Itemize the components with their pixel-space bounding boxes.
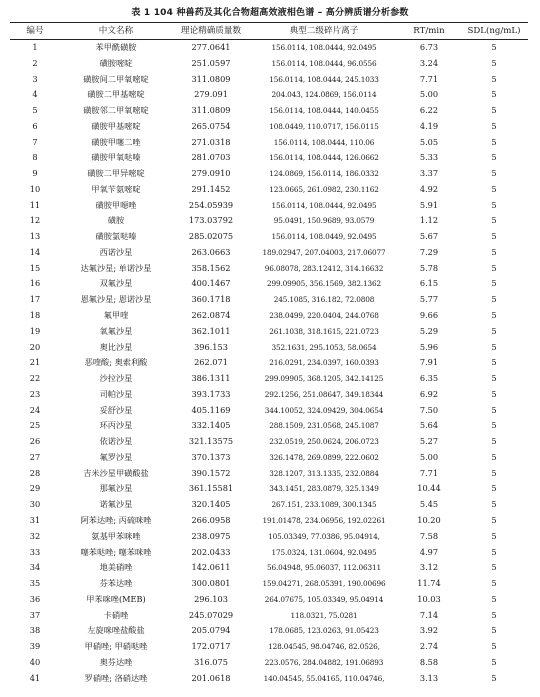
cell-rt: 6.92 <box>419 388 439 399</box>
cell-index: 27 <box>29 451 41 462</box>
cell-rt: 7.50 <box>419 404 439 415</box>
cell-exact-mass: 361.15581 <box>188 483 234 494</box>
cell-sdl: 5 <box>491 183 497 194</box>
cell-sdl: 5 <box>491 672 497 683</box>
cell-sdl: 5 <box>491 262 497 273</box>
cell-sdl: 5 <box>491 73 497 84</box>
table-row <box>10 545 528 561</box>
cell-fragment-ions: 189.02947, 207.04003, 217.06077 <box>262 247 386 257</box>
cell-fragment-ions: 159.04271, 268.05391, 190.00696 <box>262 579 386 589</box>
table-row <box>10 576 528 592</box>
cell-sdl: 5 <box>491 436 497 447</box>
cell-exact-mass: 254.05939 <box>188 199 234 210</box>
cell-exact-mass: 360.1718 <box>191 294 231 305</box>
cell-sdl: 5 <box>491 388 497 399</box>
table-body <box>10 40 528 686</box>
cell-index: 24 <box>29 404 41 415</box>
table-row <box>10 513 528 529</box>
cell-fragment-ions: 105.03349, 77.0386, 95.04914, <box>268 531 380 541</box>
cell-rt: 3.37 <box>419 168 439 179</box>
cell-name: 磺胺甲噻二唑 <box>91 136 141 147</box>
cell-sdl: 5 <box>491 57 497 68</box>
cell-index: 13 <box>29 231 41 242</box>
cell-rt: 4.97 <box>419 546 439 557</box>
table-row <box>10 182 528 198</box>
cell-rt: 2.74 <box>419 641 439 652</box>
cell-sdl: 5 <box>491 593 497 604</box>
cell-exact-mass: 386.1311 <box>191 373 231 384</box>
table-row <box>10 72 528 88</box>
cell-name: 氟罗沙星 <box>99 451 133 462</box>
cell-sdl: 5 <box>491 199 497 210</box>
cell-fragment-ions: 156.0114, 108.0444, 245.1033 <box>269 74 379 84</box>
cell-exact-mass: 142.0611 <box>191 562 231 573</box>
cell-name: 环丙沙星 <box>99 420 133 431</box>
cell-sdl: 5 <box>491 294 497 305</box>
cell-index: 30 <box>29 499 41 510</box>
cell-index: 39 <box>29 641 41 652</box>
cell-exact-mass: 263.0663 <box>191 246 231 257</box>
cell-fragment-ions: 245.1085, 316.182, 72.0808 <box>273 295 375 305</box>
cell-index: 8 <box>32 152 38 163</box>
cell-rt: 5.67 <box>419 231 439 242</box>
cell-name: 氨基甲苯咪唑 <box>91 530 141 541</box>
header-index: 编号 <box>26 26 44 36</box>
cell-name: 那氟沙星 <box>99 483 133 494</box>
cell-sdl: 5 <box>491 404 497 415</box>
header-sdl: SDL(ng/mL) <box>467 26 521 36</box>
cell-index: 16 <box>29 278 41 289</box>
cell-fragment-ions: 261.1038, 318.1615, 221.0723 <box>269 326 379 336</box>
cell-sdl: 5 <box>491 625 497 636</box>
cell-fragment-ions: 156.0114, 108.0444, 96.0556 <box>271 58 377 68</box>
cell-sdl: 5 <box>491 246 497 257</box>
cell-exact-mass: 262.0874 <box>191 310 231 321</box>
cell-exact-mass: 311.0809 <box>191 105 231 116</box>
cell-sdl: 5 <box>491 215 497 226</box>
cell-index: 14 <box>29 246 41 257</box>
cell-fragment-ions: 156.0114, 108.0449, 92.0495 <box>271 232 377 242</box>
cell-name: 磺胺二甲基嘧啶 <box>87 89 145 100</box>
cell-fragment-ions: 267.151, 233.1089, 300.1345 <box>271 500 377 510</box>
cell-rt: 7.14 <box>419 609 439 620</box>
cell-rt: 5.00 <box>419 89 439 100</box>
cell-exact-mass: 358.1562 <box>191 262 231 273</box>
cell-fragment-ions: 156.0114, 108.0444, 92.0495 <box>271 43 377 52</box>
table-row <box>10 560 528 576</box>
cell-exact-mass: 281.0703 <box>191 152 231 163</box>
cell-index: 21 <box>29 357 41 368</box>
table-row <box>10 340 528 356</box>
cell-sdl: 5 <box>491 152 497 163</box>
cell-index: 20 <box>29 341 41 352</box>
cell-name: 吉米沙星甲磺酸盐 <box>83 467 149 478</box>
cell-rt: 9.66 <box>419 310 439 321</box>
cell-sdl: 5 <box>491 609 497 620</box>
table-row <box>10 466 528 482</box>
cell-exact-mass: 311.0809 <box>191 73 231 84</box>
cell-fragment-ions: 328.1207, 313.1335, 232.0884 <box>269 468 379 478</box>
cell-index: 29 <box>29 483 41 494</box>
cell-fragment-ions: 128.04545, 98.04746, 82.0526, <box>268 642 380 652</box>
cell-rt: 10.44 <box>417 483 441 494</box>
cell-sdl: 5 <box>491 499 497 510</box>
cell-index: 41 <box>29 672 41 683</box>
cell-exact-mass: 393.1733 <box>191 388 231 399</box>
cell-rt: 7.91 <box>419 357 439 368</box>
cell-name: 双氟沙星 <box>99 278 133 289</box>
cell-sdl: 5 <box>491 530 497 541</box>
cell-exact-mass: 332.1405 <box>191 420 231 431</box>
cell-name: 磺胺嘧啶 <box>99 57 133 68</box>
cell-index: 32 <box>29 530 41 541</box>
cell-rt: 3.13 <box>419 672 439 683</box>
cell-exact-mass: 201.0618 <box>191 672 231 683</box>
cell-rt: 1.12 <box>419 215 439 226</box>
cell-exact-mass: 251.0597 <box>191 57 231 68</box>
cell-name: 奥比沙星 <box>99 341 133 352</box>
cell-sdl: 5 <box>491 231 497 242</box>
data-table <box>10 22 528 686</box>
cell-index: 6 <box>32 120 38 131</box>
cell-exact-mass: 396.153 <box>194 341 228 352</box>
header-exact-mass: 理论精确质量数 <box>180 26 242 36</box>
cell-exact-mass: 277.0641 <box>191 42 231 52</box>
cell-rt: 5.64 <box>419 420 439 431</box>
cell-fragment-ions: 123.0665, 261.0982, 230.1162 <box>269 184 379 194</box>
cell-fragment-ions: 223.0576, 284.04882, 191.06893 <box>264 657 384 667</box>
cell-exact-mass: 296.103 <box>194 593 228 604</box>
table-row <box>10 276 528 292</box>
cell-rt: 4.92 <box>419 183 439 194</box>
cell-index: 15 <box>29 262 41 273</box>
table-row <box>10 403 528 419</box>
header-name: 中文名称 <box>98 26 134 36</box>
cell-name: 诺氟沙星 <box>99 499 133 510</box>
cell-name: 氟甲喹 <box>103 310 129 321</box>
cell-name: 磺胺甲噁唑 <box>95 199 137 210</box>
cell-index: 36 <box>29 593 41 604</box>
cell-fragment-ions: 108.0449, 110.0717, 156.0115 <box>269 121 379 131</box>
cell-index: 31 <box>29 514 41 525</box>
table-row <box>10 135 528 151</box>
cell-sdl: 5 <box>491 483 497 494</box>
cell-sdl: 5 <box>491 546 497 557</box>
cell-fragment-ions: 299.09905, 356.1569, 382.1362 <box>266 279 382 289</box>
table-row <box>10 292 528 308</box>
cell-rt: 5.91 <box>419 199 439 210</box>
cell-fragment-ions: 118.0321, 75.0281 <box>290 610 358 620</box>
cell-fragment-ions: 140.04545, 55.04165, 110.04746, <box>263 673 385 683</box>
cell-fragment-ions: 124.0869, 156.0114, 186.0332 <box>269 169 379 179</box>
cell-rt: 10.20 <box>417 514 441 525</box>
cell-name: 司帕沙星 <box>99 388 133 399</box>
cell-name: 甲苯咪唑(MEB) <box>86 593 146 604</box>
cell-rt: 6.35 <box>419 373 439 384</box>
cell-exact-mass: 291.1452 <box>191 183 231 194</box>
cell-rt: 5.29 <box>419 325 439 336</box>
table-row <box>10 608 528 624</box>
table-row <box>10 387 528 403</box>
table-row <box>10 497 528 513</box>
cell-sdl: 5 <box>491 278 497 289</box>
cell-name: 阿苯达唑; 丙硫咪唑 <box>80 514 152 525</box>
cell-exact-mass: 172.0717 <box>191 641 231 652</box>
table-row <box>10 87 528 103</box>
cell-name: 磺胺氯哒嗪 <box>95 231 137 242</box>
cell-fragment-ions: 264.07675, 105.03349, 95.04914 <box>264 594 384 604</box>
table-row <box>10 592 528 608</box>
cell-rt: 5.45 <box>419 499 439 510</box>
cell-index: 26 <box>29 436 41 447</box>
cell-rt: 5.96 <box>419 341 439 352</box>
cell-exact-mass: 390.1572 <box>191 467 231 478</box>
cell-exact-mass: 173.03792 <box>188 215 234 226</box>
cell-exact-mass: 266.0958 <box>191 514 231 525</box>
cell-exact-mass: 279.0910 <box>191 168 231 179</box>
cell-exact-mass: 238.0975 <box>191 530 231 541</box>
cell-exact-mass: 316.075 <box>194 656 228 667</box>
table-row <box>10 355 528 371</box>
cell-name: 甲氧苄氨嘧啶 <box>91 183 141 194</box>
table-row <box>10 434 528 450</box>
table-row <box>10 371 528 387</box>
cell-sdl: 5 <box>491 373 497 384</box>
cell-fragment-ions: 232.0519, 250.0624, 206.0723 <box>269 437 379 447</box>
cell-index: 1 <box>32 42 38 52</box>
cell-rt: 11.74 <box>417 578 441 589</box>
table-row <box>10 481 528 497</box>
cell-fragment-ions: 326.1478, 269.0899, 222.0602 <box>269 452 379 462</box>
cell-sdl: 5 <box>491 341 497 352</box>
cell-name: 芬苯达唑 <box>99 578 133 589</box>
cell-fragment-ions: 288.1509, 231.0568, 245.1087 <box>269 421 379 431</box>
cell-fragment-ions: 292.1256, 251.08647, 349.18344 <box>264 389 384 399</box>
cell-fragment-ions: 175.0324, 131.0604, 92.0495 <box>271 547 377 557</box>
cell-sdl: 5 <box>491 562 497 573</box>
cell-exact-mass: 400.1467 <box>191 278 231 289</box>
cell-index: 38 <box>29 625 41 636</box>
table-row <box>10 245 528 261</box>
table-row <box>10 56 528 72</box>
cell-index: 37 <box>29 609 41 620</box>
cell-fragment-ions: 204.043, 124.0869, 156.0114 <box>271 90 377 100</box>
cell-name: 氧氟沙星 <box>99 325 133 336</box>
cell-name: 西诺沙星 <box>99 246 133 257</box>
table-caption: 表 1 104 种兽药及其化合物超高效液相色谱 – 高分辨质谱分析参数 <box>131 8 409 18</box>
cell-rt: 5.00 <box>419 451 439 462</box>
table-row <box>10 40 528 56</box>
cell-exact-mass: 262.071 <box>194 357 228 368</box>
cell-index: 10 <box>29 183 41 194</box>
table-row <box>10 229 528 245</box>
cell-exact-mass: 205.0794 <box>191 625 231 636</box>
cell-sdl: 5 <box>491 420 497 431</box>
cell-name: 达氟沙星; 单诺沙星 <box>80 262 152 273</box>
cell-exact-mass: 321.13575 <box>188 436 234 447</box>
cell-index: 33 <box>29 546 41 557</box>
cell-rt: 5.33 <box>419 152 439 163</box>
cell-name: 卡硝唑 <box>103 609 129 620</box>
table-row <box>10 324 528 340</box>
cell-sdl: 5 <box>491 105 497 116</box>
cell-index: 28 <box>29 467 41 478</box>
table-row <box>10 639 528 655</box>
cell-exact-mass: 285.02075 <box>188 231 234 242</box>
cell-name: 左旋咪唑盐酸盐 <box>87 625 145 636</box>
cell-name: 苯甲酰磺胺 <box>95 42 137 52</box>
cell-rt: 8.58 <box>419 656 439 667</box>
cell-fragment-ions: 299.09905, 368.1205, 342.14125 <box>264 374 384 384</box>
cell-fragment-ions: 156.0114, 108.0444, 92.0495 <box>271 200 377 210</box>
table-row <box>10 418 528 434</box>
cell-rt: 7.29 <box>419 246 439 257</box>
cell-index: 23 <box>29 388 41 399</box>
cell-fragment-ions: 191.01478, 234.06956, 192.02261 <box>262 515 386 525</box>
cell-fragment-ions: 216.0291, 234.0397, 160.0393 <box>269 358 379 368</box>
cell-fragment-ions: 156.0114, 108.0444, 126.0662 <box>269 153 379 163</box>
cell-sdl: 5 <box>491 136 497 147</box>
cell-rt: 5.78 <box>419 262 439 273</box>
cell-exact-mass: 320.1405 <box>191 499 231 510</box>
cell-fragment-ions: 238.0499, 220.0404, 244.0768 <box>269 311 379 321</box>
cell-name: 妥舒沙星 <box>99 404 133 415</box>
cell-fragment-ions: 343.1451, 283.0879, 325.1349 <box>269 484 379 494</box>
cell-sdl: 5 <box>491 357 497 368</box>
table-row <box>10 198 528 214</box>
cell-sdl: 5 <box>491 514 497 525</box>
table-row <box>10 213 528 229</box>
cell-rt: 3.24 <box>419 57 439 68</box>
cell-exact-mass: 362.1011 <box>191 325 231 336</box>
table-row <box>10 261 528 277</box>
cell-index: 25 <box>29 420 41 431</box>
cell-rt: 6.22 <box>419 105 439 116</box>
cell-rt: 3.12 <box>419 562 439 573</box>
table-row <box>10 655 528 671</box>
cell-name: 恩氟沙星; 恩诺沙星 <box>80 294 152 305</box>
cell-name: 磺胺 <box>107 215 125 226</box>
table-row <box>10 166 528 182</box>
cell-index: 3 <box>32 73 38 84</box>
cell-rt: 10.03 <box>417 593 441 604</box>
cell-name: 磺胺甲基嘧啶 <box>91 120 141 131</box>
cell-index: 12 <box>29 215 41 226</box>
cell-name: 奥芬达唑 <box>99 656 133 667</box>
cell-sdl: 5 <box>491 578 497 589</box>
cell-rt: 7.71 <box>419 467 439 478</box>
cell-sdl: 5 <box>491 168 497 179</box>
cell-index: 4 <box>32 89 38 100</box>
cell-exact-mass: 202.0433 <box>191 546 231 557</box>
cell-name: 甲硝唑; 甲硝哒唑 <box>84 641 148 652</box>
cell-sdl: 5 <box>491 451 497 462</box>
cell-name: 依诺沙星 <box>99 436 133 447</box>
cell-index: 34 <box>29 562 41 573</box>
cell-rt: 6.15 <box>419 278 439 289</box>
table-row <box>10 671 528 687</box>
cell-name: 沙拉沙星 <box>99 373 133 384</box>
cell-rt: 6.73 <box>419 42 439 52</box>
cell-rt: 5.05 <box>419 136 439 147</box>
cell-index: 18 <box>29 310 41 321</box>
cell-exact-mass: 300.0801 <box>191 578 231 589</box>
table-row <box>10 450 528 466</box>
cell-sdl: 5 <box>491 120 497 131</box>
table-row <box>10 529 528 545</box>
cell-name: 噻苯哒唑; 噻苯咪唑 <box>80 546 152 557</box>
table-row <box>10 623 528 639</box>
table-row <box>10 308 528 324</box>
header-rt: RT/min <box>413 26 445 36</box>
cell-name: 罗硝唑; 洛硝达唑 <box>84 672 148 683</box>
cell-rt: 7.58 <box>419 530 439 541</box>
cell-index: 35 <box>29 578 41 589</box>
cell-fragment-ions: 352.1631, 295.1053, 58.0654 <box>271 342 377 352</box>
cell-rt: 5.77 <box>419 294 439 305</box>
cell-fragment-ions: 344.10052, 324.09429, 304.0654 <box>264 405 384 415</box>
cell-index: 40 <box>29 656 41 667</box>
cell-name: 恶喹酸; 奥索利酸 <box>84 357 148 368</box>
cell-rt: 3.92 <box>419 625 439 636</box>
cell-index: 5 <box>32 105 38 116</box>
cell-exact-mass: 405.1169 <box>191 404 231 415</box>
table-row <box>10 119 528 135</box>
cell-fragment-ions: 56.04948, 95.06037, 112.06311 <box>266 563 382 573</box>
cell-index: 19 <box>29 325 41 336</box>
cell-rt: 5.27 <box>419 436 439 447</box>
cell-fragment-ions: 156.0114, 108.0444, 140.0455 <box>269 106 379 116</box>
cell-index: 2 <box>32 57 38 68</box>
cell-name: 地美硝唑 <box>99 562 133 573</box>
cell-index: 22 <box>29 373 41 384</box>
cell-exact-mass: 271.0318 <box>191 136 231 147</box>
cell-name: 磺胺甲氧哒嗪 <box>91 152 141 163</box>
cell-rt: 4.19 <box>419 120 439 131</box>
cell-exact-mass: 279.091 <box>194 89 228 100</box>
cell-name: 磺胺二甲异嘧啶 <box>87 168 145 179</box>
cell-exact-mass: 245.07029 <box>188 609 234 620</box>
cell-fragment-ions: 96.08078, 283.12412, 314.16632 <box>264 263 384 273</box>
cell-exact-mass: 370.1373 <box>191 451 231 462</box>
cell-index: 9 <box>32 168 38 179</box>
header-row <box>10 23 528 39</box>
cell-fragment-ions: 156.0114, 108.0444, 110.06 <box>273 137 375 147</box>
cell-sdl: 5 <box>491 467 497 478</box>
cell-fragment-ions: 178.0685, 123.0263, 91.05423 <box>269 626 379 636</box>
cell-sdl: 5 <box>491 656 497 667</box>
cell-name: 磺胺邻二甲氧嘧啶 <box>83 105 149 116</box>
cell-sdl: 5 <box>491 42 497 52</box>
header-fragment-ions: 典型二级碎片离子 <box>289 26 359 36</box>
cell-sdl: 5 <box>491 641 497 652</box>
cell-index: 7 <box>32 136 38 147</box>
cell-index: 11 <box>29 199 41 210</box>
cell-sdl: 5 <box>491 325 497 336</box>
table-row <box>10 150 528 166</box>
cell-name: 磺胺间二甲氧嘧啶 <box>83 73 149 84</box>
cell-exact-mass: 265.0754 <box>191 120 231 131</box>
cell-sdl: 5 <box>491 89 497 100</box>
cell-sdl: 5 <box>491 310 497 321</box>
cell-index: 17 <box>29 294 41 305</box>
cell-fragment-ions: 95.0491, 150.9689, 93.0579 <box>273 216 375 226</box>
cell-rt: 7.71 <box>419 73 439 84</box>
table-row <box>10 103 528 119</box>
